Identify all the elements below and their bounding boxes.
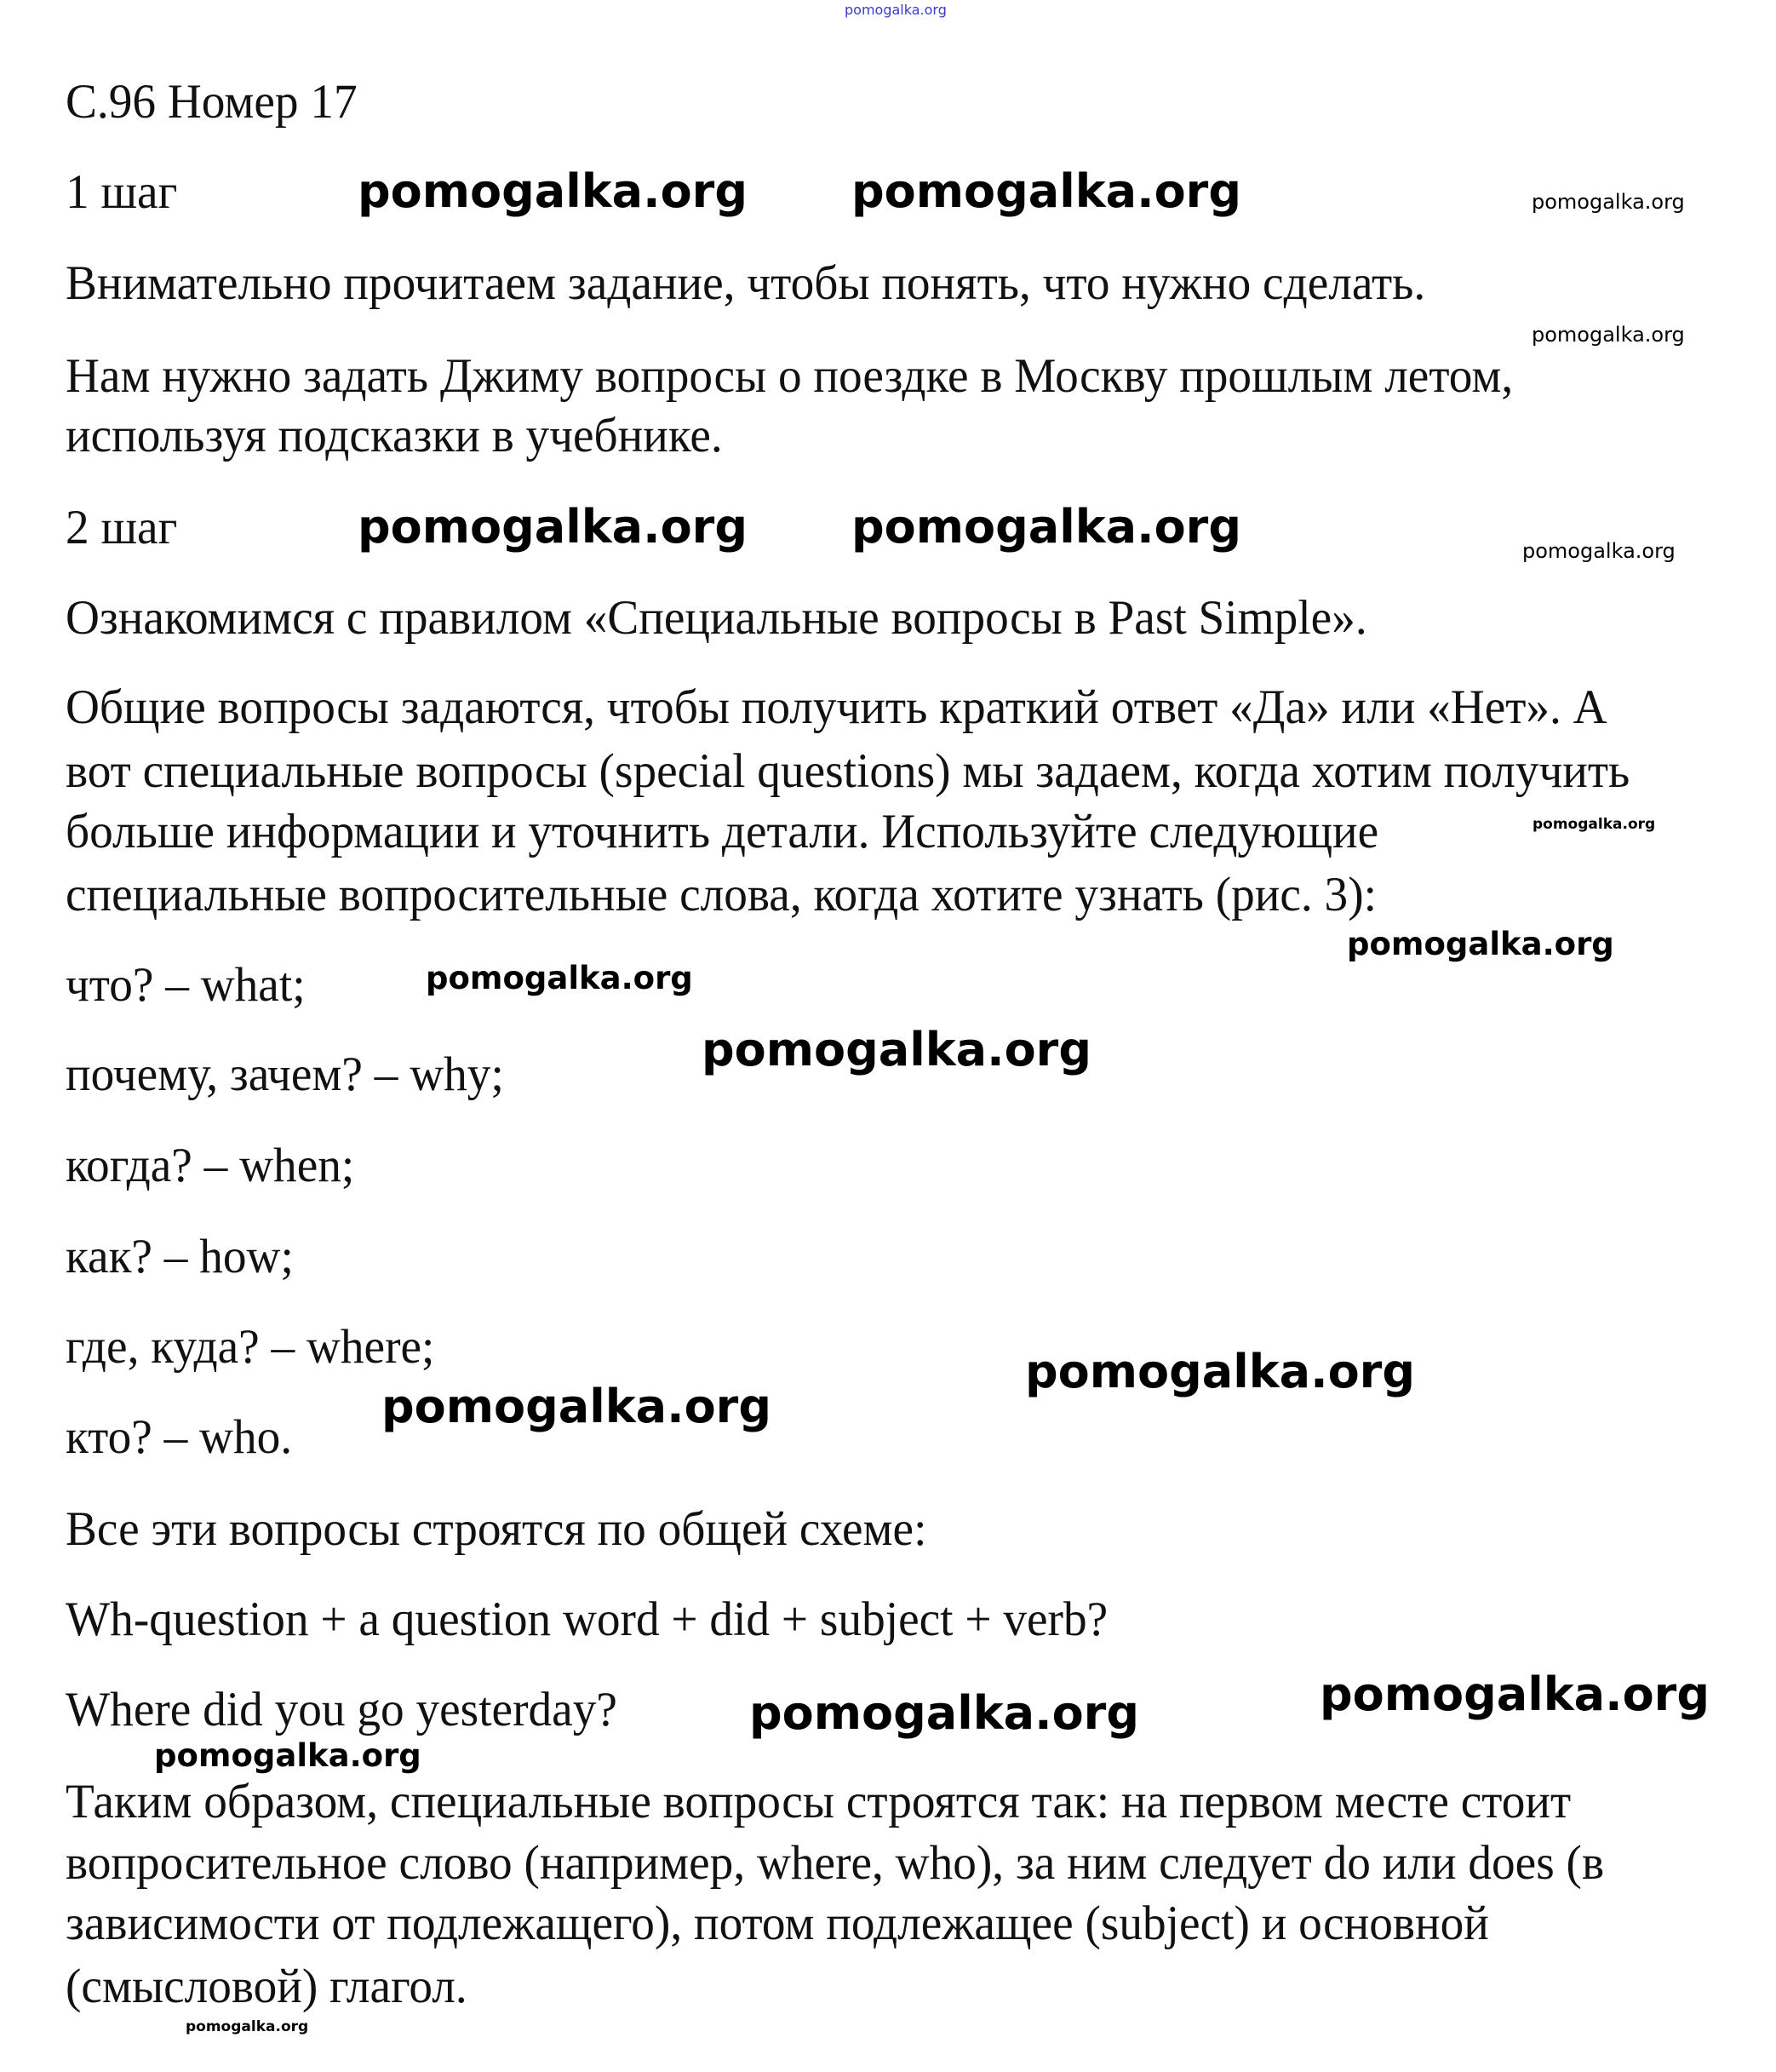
watermark: pomogalka.org [381, 1380, 771, 1433]
watermark: pomogalka.org [749, 1686, 1139, 1740]
list-item: когда? – when; [66, 1139, 355, 1192]
watermark: pomogalka.org [1522, 539, 1676, 563]
watermark: pomogalka.org [702, 1023, 1091, 1076]
paragraph-line: специальные вопросительные слова, когда хотите узнать (рис. 3): [66, 868, 1377, 921]
formula-line: Wh-question + a question word + did + subject + verb? [66, 1593, 1109, 1646]
header-watermark: pomogalka.org [845, 2, 947, 18]
paragraph-line: Общие вопросы задаются, чтобы получить краткий ответ «Да» или «Нет». А [66, 680, 1607, 734]
watermark: pomogalka.org [851, 500, 1241, 554]
watermark: pomogalka.org [358, 164, 748, 218]
step-heading: 2 шаг [66, 501, 178, 554]
paragraph-line: Ознакомимся с правилом «Специальные вопросы в Past Simple». [66, 591, 1367, 645]
paragraph-line: больше информации и уточнить детали. Используйте следующие [66, 805, 1379, 858]
paragraph-line: вопросительное слово (например, where, who), за ним следует do или does (в [66, 1836, 1605, 1890]
example-line: Where did you go yesterday? [66, 1683, 617, 1736]
watermark: pomogalka.org [1532, 190, 1685, 214]
paragraph-line: Таким образом, специальные вопросы строятся так: на первом месте стоит [66, 1775, 1572, 1828]
watermark: pomogalka.org [851, 164, 1241, 218]
watermark: pomogalka.org [358, 500, 748, 554]
list-item: где, куда? – where; [66, 1320, 435, 1374]
list-item: что? – what; [66, 958, 306, 1012]
watermark: pomogalka.org [186, 2018, 309, 2035]
list-item: как? – how; [66, 1230, 294, 1283]
paragraph-line: (смысловой) глагол. [66, 1960, 467, 2013]
paragraph-line: используя подсказки в учебнике. [66, 409, 723, 462]
watermark: pomogalka.org [1320, 1667, 1710, 1721]
watermark: pomogalka.org [1347, 926, 1614, 962]
paragraph-line: Внимательно прочитаем задание, чтобы понять, что нужно сделать. [66, 256, 1426, 310]
paragraph-line: вот специальные вопросы (special questions) мы задаем, когда хотим получить [66, 744, 1630, 798]
page-title: С.96 Номер 17 [66, 75, 358, 129]
watermark: pomogalka.org [154, 1737, 421, 1774]
list-item: кто? – who. [66, 1410, 293, 1464]
paragraph-line: Все эти вопросы строятся по общей схеме: [66, 1502, 927, 1556]
list-item: почему, зачем? – why; [66, 1047, 504, 1101]
paragraph-line: Нам нужно задать Джиму вопросы о поездке в Москву прошлым летом, [66, 349, 1514, 403]
watermark: pomogalka.org [1532, 323, 1685, 347]
watermark: pomogalka.org [1025, 1345, 1415, 1398]
watermark: pomogalka.org [426, 960, 693, 996]
watermark: pomogalka.org [1533, 816, 1656, 833]
step-heading: 1 шаг [66, 165, 178, 219]
paragraph-line: зависимости от подлежащего), потом подлежащее (subject) и основной [66, 1897, 1489, 1950]
